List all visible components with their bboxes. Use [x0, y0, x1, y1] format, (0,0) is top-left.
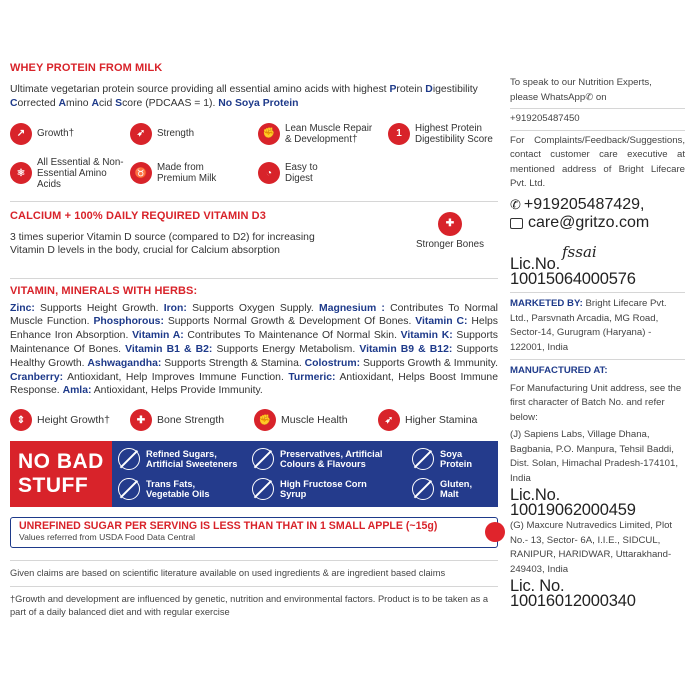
sugar-cubes-icon — [118, 448, 140, 470]
vitamin-desc: Contributes To Normal Muscle Function. — [10, 302, 498, 328]
no-bad-stuff-heading: NO BAD STUFF — [10, 441, 112, 507]
runner-icon: ➶ — [378, 409, 400, 431]
vitamins-title: VITAMIN, MINERALS WITH HERBS: — [10, 284, 198, 297]
sugar-callout — [10, 517, 498, 548]
vitamin-desc: Supports Strength & Stamina. — [161, 357, 305, 369]
height-icon: ⇕ — [10, 409, 32, 431]
no-preservatives: Preservatives, Artificial Colours & Flavours — [252, 444, 408, 474]
vitamin-name: Phosphorous: — [93, 316, 164, 328]
vitamin-name: Vitamin C: — [415, 316, 468, 328]
bone-icon: ✚ — [438, 212, 462, 236]
fssai-logo: fssai — [562, 242, 597, 261]
muscle-icon: ✊ — [258, 123, 280, 145]
growth-note: †Growth and development are influenced by genetic, nutrition and environmental factors. Product is to be taken as a part of a daily balanced diet and with regular exercise — [10, 594, 489, 618]
muscle-icon: ✊ — [254, 409, 276, 431]
phone-icon: ✆ — [510, 196, 521, 212]
vitamin-desc: Supports Normal Growth & Development Of Bones. — [163, 316, 416, 328]
calcium-title: CALCIUM + 100% DAILY REQUIRED VITAMIN D3 — [10, 209, 266, 222]
vitamin-desc: Supports Oxygen Supply. — [186, 302, 320, 314]
vitamin-desc: Supports Maintenance Of Bones. — [10, 330, 499, 355]
corn-icon — [252, 478, 274, 500]
runner-icon: ➶ — [130, 123, 152, 145]
vitamin-desc: Supports Healthy Growth. — [10, 343, 499, 369]
whatsapp-icon: ✆ — [585, 91, 594, 103]
vitamin-name: Magnesium : — [319, 302, 385, 314]
no-bad-stuff-list — [112, 441, 498, 507]
left-column — [10, 62, 498, 619]
stronger-bones-badge: ✚ Stronger Bones — [402, 212, 498, 250]
wheat-icon — [412, 478, 434, 500]
feature-strength: ➶ Strength — [130, 123, 258, 145]
email-line: care@gritzo.com — [510, 216, 685, 231]
feature-lean-muscle: ✊ Lean Muscle Repair & Development† — [258, 123, 388, 145]
license-1: Lic.No. 10015064000576 — [510, 255, 636, 288]
vitamin-desc: Supports Growth & Immunity. — [360, 357, 498, 369]
benefit-muscle: ✊ Muscle Health — [254, 409, 378, 431]
vitamin-desc: Helps Enhance Iron Absorption. — [10, 316, 498, 342]
marketed-by: MARKETED BY: Bright Lifecare Pvt. Ltd., Parsvnath Arcadia, MG Road, Sector-14, Gurugram (Haryana) - 122001, India — [510, 298, 667, 353]
mail-icon — [510, 218, 523, 229]
manufactured-label: MANUFACTURED AT: — [510, 365, 608, 376]
complaints-text: For Complaints/Feedback/Suggestions, contact customer care executive at mentioned address of Bright Lifecare Pvt. Ltd. — [510, 134, 685, 189]
vitamin-name: Vitamin B9 & B12: — [359, 343, 453, 355]
feature-digestibility: 1 Highest Protein Digestibility Score — [388, 123, 508, 145]
vitamin-desc: Antioxidant, Helps Boost Immune Response. — [10, 371, 498, 397]
vitamin-desc: Supports Height Growth. — [34, 302, 164, 314]
sugar-title: UNREFINED SUGAR PER SERVING IS LESS THAN THAT IN 1 SMALL APPLE (~15g) — [19, 520, 438, 533]
preservatives-icon — [252, 448, 274, 470]
claims-note: Given claims are based on scientific literature available on used ingredients & are ingredient based claims — [10, 568, 446, 579]
vitamin-name: Vitamin K: — [400, 330, 453, 342]
nutrition-line-2: please WhatsApp✆ on — [510, 91, 607, 103]
no-gluten: Gluten, Malt — [412, 474, 492, 504]
apple-icon — [485, 522, 505, 542]
stomach-icon: ◔ — [258, 162, 280, 184]
vitamin-name: Zinc: — [10, 302, 35, 314]
benefit-stamina: ➶ Higher Stamina — [378, 409, 498, 431]
whey-intro: Ultimate vegetarian protein source providing all essential amino acids with highest Protein Digestibility Corrected Amino Acid Score (PDCAAS = 1). No Soya Protein — [10, 84, 478, 109]
calcium-text: 3 times superior Vitamin D source (compared to D2) for increasing Vitamin D levels in the body, crucial for Calcium absorption — [10, 231, 315, 257]
pdcaas-icon: 1 — [388, 123, 410, 145]
whey-title: WHEY PROTEIN FROM MILK — [10, 62, 163, 74]
molecule-icon: ⚛ — [10, 162, 32, 184]
unit-j-address: (J) Sapiens Labs, Village Dhana, Bagbania, P.O. Manpura, Tehsil Baddi, Dist. Solan, Himachal Pradesh-174101, India — [510, 429, 678, 484]
vitamin-name: Amla: — [62, 385, 92, 397]
vitamin-name: Turmeric: — [288, 371, 336, 383]
nutrition-line-1: To speak to our Nutrition Experts, — [510, 77, 652, 88]
whey-features — [10, 123, 498, 190]
vitamin-name: Colostrum: — [304, 357, 361, 369]
vitamin-desc: Antioxidant, Help Improves Immune Function. — [63, 371, 289, 383]
unit-g-address: (G) Maxcure Nutravedics Limited, Plot No.- 13, Sector- 6A, I.I.E., SIDCUL, RANIPUR, HARIDWAR, Uttarakhand- 249403, India — [510, 520, 673, 575]
cow-icon: ♉ — [130, 162, 152, 184]
soya-icon — [412, 448, 434, 470]
calcium-section — [10, 210, 498, 272]
no-hfcs: High Fructose Corn Syrup — [252, 474, 408, 504]
vitamins-text — [10, 302, 498, 399]
vitamin-desc: Contributes To Maintenance Of Normal Skin. — [183, 330, 401, 342]
license-3: Lic. No. 10016012000340 — [510, 577, 636, 610]
right-column — [510, 76, 685, 608]
oil-bottle-icon — [118, 478, 140, 500]
bone-icon: ✚ — [130, 409, 152, 431]
no-trans-fats: Trans Fats, Vegetable Oils — [118, 474, 248, 504]
sugar-source: Values referred from USDA Food Data Central — [19, 532, 196, 543]
no-bad-stuff-banner — [10, 441, 498, 507]
phone-line: ✆ +919205487429, — [510, 195, 645, 213]
growth-icon: ↗ — [10, 123, 32, 145]
manufactured-text: For Manufacturing Unit address, see the first character of Batch No. and refer below: — [510, 382, 682, 423]
license-2: Lic.No. 10019062000459 — [510, 486, 636, 519]
vitamin-desc: Antioxidant, Helps Provide Immunity. — [91, 385, 263, 397]
feature-easy-digest: ◔ Easy to Digest — [258, 157, 388, 190]
feature-amino-acids: ⚛ All Essential & Non-Essential Amino Acids — [10, 157, 130, 190]
vitamin-name: Ashwagandha: — [87, 357, 162, 369]
feature-growth: ↗ Growth† — [10, 123, 130, 145]
no-refined-sugars: Refined Sugars, Artificial Sweeteners — [118, 444, 248, 474]
vitamin-name: Vitamin A: — [132, 330, 184, 342]
vitamin-name: Cranberry: — [10, 371, 64, 383]
vitamin-benefits — [10, 409, 498, 431]
benefit-height: ⇕ Height Growth† — [10, 409, 130, 431]
benefit-bone: ✚ Bone Strength — [130, 409, 254, 431]
whatsapp-number: +919205487450 — [510, 113, 580, 124]
vitamin-name: Iron: — [163, 302, 187, 314]
no-soya: Soya Protein — [412, 444, 492, 474]
vitamin-name: Vitamin B1 & B2: — [125, 343, 213, 355]
vitamin-desc: Supports Energy Metabolism. — [212, 343, 360, 355]
feature-premium-milk: ♉ Made from Premium Milk — [130, 157, 258, 190]
